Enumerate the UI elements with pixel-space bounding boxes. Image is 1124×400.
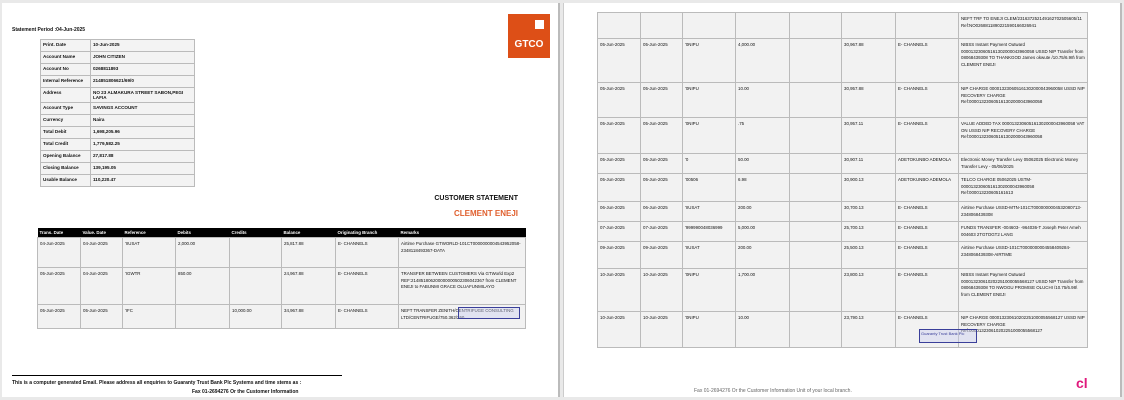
info-label: Internal Reference [41, 76, 91, 88]
cell [790, 222, 842, 242]
table-row [598, 202, 1088, 222]
cell: 30,900.13 [842, 174, 896, 202]
cell: NIBSS Instant Payment Outward 000013230610202251000055568127 USSD NIP Transfer from 08068439308 TO NWOGU PROMISE OLUCHI /10.75/6.98\ from CLEMENT ENEJI [959, 269, 1088, 312]
cell: E- CHANNELS [896, 39, 959, 83]
cell: NIP CHARGE 000013230605161302000043960058 USSD NIP RECOVERY CHARGE Ref:000013230605161302000043960058 [959, 83, 1088, 118]
cell: E- CHANNELS [896, 222, 959, 242]
cell: 04-Jun-2025 [38, 238, 81, 268]
transactions-table [37, 228, 526, 329]
watermark-mark: cl [1076, 375, 1088, 391]
cell: 2,000.00 [176, 238, 230, 268]
column-header: Balance [282, 228, 336, 238]
column-header: Remarks [399, 228, 526, 238]
cell: 10-Jun-2025 [641, 312, 683, 348]
cell: NEFT TRF TO ENEJI CLEM/231637252149162702505605/11 Ref:NO0268811890221590166026941 [959, 13, 1088, 39]
info-value: 139,195.05 [91, 163, 195, 175]
cell: E- CHANNELS [896, 118, 959, 154]
cell: .75 [736, 118, 790, 154]
info-row [41, 163, 195, 175]
cell: 850.00 [176, 268, 230, 305]
cell: ADETOKUNBO ADEMOLA [896, 154, 959, 174]
cell [230, 238, 282, 268]
cell: '0 [683, 154, 736, 174]
statement-page-2 [563, 3, 1122, 397]
info-value: 1,779,582.25 [91, 139, 195, 151]
cell: 05-Jun-2025 [641, 83, 683, 118]
cell [598, 13, 641, 39]
cell: 30,700.13 [842, 202, 896, 222]
cell: 05-Jun-2025 [38, 305, 81, 329]
info-label: Closing Balance [41, 163, 91, 175]
cell: 04-Jun-2025 [81, 238, 123, 268]
column-header: Debits [176, 228, 230, 238]
table-row [38, 268, 526, 305]
table-header [38, 228, 526, 238]
cell [790, 202, 842, 222]
info-row [41, 40, 195, 52]
cell: ADETOKUNBO ADEMOLA [896, 174, 959, 202]
info-label: Account Type [41, 103, 91, 115]
cell: 'IFC [123, 305, 176, 329]
cell [790, 13, 842, 39]
bank-stamp [458, 307, 520, 319]
cell: 25,700.13 [842, 222, 896, 242]
column-header: Reference [123, 228, 176, 238]
cell: 05-Jun-2025 [38, 268, 81, 305]
cell [230, 268, 282, 305]
cell: 05-Jun-2025 [598, 39, 641, 83]
info-row [41, 64, 195, 76]
info-value: 27,817.88 [91, 151, 195, 163]
info-label: Account Name [41, 52, 91, 64]
cell: Airtime Purchase USSD-MTN-101CT0000000004532080713-2348068439308 [959, 202, 1088, 222]
table-row [598, 242, 1088, 269]
table-row [598, 83, 1088, 118]
cell: 50.00 [736, 154, 790, 174]
column-header: Originating Branch [336, 228, 399, 238]
cell: 200.00 [736, 202, 790, 222]
cell: VALUE ADDED TAX 000013230605161302000043960058 VAT ON USSD NIP RECOVERY CHARGE Ref:000013230605161302000043960058 [959, 118, 1088, 154]
cell: '00506 [683, 174, 736, 202]
cell: 5,000.00 [736, 222, 790, 242]
info-value: Naira [91, 115, 195, 127]
cell: 'IIUSAT [683, 202, 736, 222]
cell: 05-Jun-2025 [598, 83, 641, 118]
footer-fax: Fax 01-2694276 Or the Customer Information [192, 389, 299, 395]
column-header: Trans. Date [38, 228, 81, 238]
cell: NIP CHARGE 000013230610202251000055568127 USSD NIP RECOVERY CHARGE Ref:000013230610202251000055568127 [959, 312, 1088, 348]
table-row [38, 305, 526, 329]
cell: '0NIPU [683, 39, 736, 83]
info-row [41, 88, 195, 103]
table-row [598, 174, 1088, 202]
cell: E- CHANNELS [896, 269, 959, 312]
cell: 05-Jun-2025 [598, 118, 641, 154]
info-value: 110,220.47 [91, 175, 195, 187]
cell: 10-Jun-2025 [641, 269, 683, 312]
statement-title: CUSTOMER STATEMENT [434, 195, 518, 202]
cell: 05-Jun-2025 [598, 154, 641, 174]
table-row [598, 312, 1088, 348]
cell: 23,800.13 [842, 269, 896, 312]
cell: 04-Jun-2025 [81, 268, 123, 305]
cell [641, 13, 683, 39]
cell: 'IIUSAT [683, 242, 736, 269]
statement-period: Statement Period :04-Jun-2025 [12, 27, 86, 33]
cell [176, 305, 230, 329]
info-label: Usable Balance [41, 175, 91, 187]
cell: E- CHANNELS [896, 312, 959, 348]
cell [790, 269, 842, 312]
table-row [598, 39, 1088, 83]
cell: 09-Jun-2025 [641, 242, 683, 269]
table-row [598, 13, 1088, 39]
table-row [38, 238, 526, 268]
cell: 05-Jun-2025 [641, 39, 683, 83]
info-row [41, 151, 195, 163]
cell [896, 13, 959, 39]
cell: 05-Jun-2025 [641, 118, 683, 154]
footer-divider [12, 375, 342, 376]
cell [683, 13, 736, 39]
cell: '0NIPU [683, 312, 736, 348]
info-value: 1,698,205.96 [91, 127, 195, 139]
cell: 30,907.11 [842, 154, 896, 174]
cell: E- CHANNELS [896, 202, 959, 222]
cell: 05-Jun-2025 [641, 174, 683, 202]
cell: 30,957.11 [842, 118, 896, 154]
cell [842, 13, 896, 39]
info-value: 10-Jun-2025 [91, 40, 195, 52]
cell: 23,790.13 [842, 312, 896, 348]
info-value: 214851806621/69/0 [91, 76, 195, 88]
cell: 4,000.00 [736, 39, 790, 83]
cell: '0NIPU [683, 269, 736, 312]
info-value: NO 23 ALMAKURA STREET SABON,PEGI LAFIA [91, 88, 195, 103]
cell [790, 174, 842, 202]
cell: TRANSFER BETWEEN CUSTOMERS Via GTWorld Exp2 REF:214851806200000000502306042367 from CLEMENT ENEJI to FABUNMI GRACE OLUAFUNMILAYO [399, 268, 526, 305]
info-row [41, 103, 195, 115]
cell: 10-Jun-2025 [598, 312, 641, 348]
info-row [41, 52, 195, 64]
cell: E- CHANNELS [336, 305, 399, 329]
cell: 'IIUSAT [123, 238, 176, 268]
cell: TELCO CHARGE 05062025 USTM-000013230605161302000043960058 Ref:000013230605161613 [959, 174, 1088, 202]
table-row [598, 222, 1088, 242]
cell: 6.98 [736, 174, 790, 202]
cell [790, 312, 842, 348]
cell: 05-Jun-2025 [81, 305, 123, 329]
cell: FUNDS TRANSFER -004603- -964036-T Joseph Peter Ameh 004603 2TGTDGT2 LANG [959, 222, 1088, 242]
cell: 09-Jun-2025 [598, 242, 641, 269]
cell [736, 13, 790, 39]
cell: 06-Jun-2025 [598, 202, 641, 222]
info-label: Account No [41, 64, 91, 76]
bank-stamp: Guaranty Trust Bank Plc [919, 329, 977, 343]
cell: 10.00 [736, 83, 790, 118]
footer-fax: Fax 01-2694276 Or the Customer Information Unit of your local branch. [694, 388, 852, 394]
cell [790, 118, 842, 154]
cell: 1,700.00 [736, 269, 790, 312]
cell: Airtime Purchase USSD-101CT0000000004558409284-2348068439308-AIRTIME [959, 242, 1088, 269]
gtco-logo: GTCO [508, 14, 550, 58]
cell: 05-Jun-2025 [641, 154, 683, 174]
info-label: Total Debit [41, 127, 91, 139]
cell: 10.00 [736, 312, 790, 348]
cell: 25,500.13 [842, 242, 896, 269]
info-row [41, 115, 195, 127]
column-header: Value. Date [81, 228, 123, 238]
cell: E- CHANNELS [336, 268, 399, 305]
table-row [598, 154, 1088, 174]
cell [790, 39, 842, 83]
statement-page-1 [2, 3, 560, 397]
cell: 10,000.00 [230, 305, 282, 329]
customer-name: CLEMENT ENEJI [453, 209, 518, 218]
cell [790, 154, 842, 174]
cell: 34,967.88 [282, 305, 336, 329]
cell: 06-Jun-2025 [641, 202, 683, 222]
cell: Airtime Purchase GTWORLD-101CT0000000004543952058-2348118493367-DATA [399, 238, 526, 268]
info-row [41, 127, 195, 139]
info-value: 0268811893 [91, 64, 195, 76]
cell [790, 83, 842, 118]
info-label: Currency [41, 115, 91, 127]
column-header: Credits [230, 228, 282, 238]
cell: 07-Jun-2025 [641, 222, 683, 242]
cell: 25,817.88 [282, 238, 336, 268]
cell: '0NIPU [683, 83, 736, 118]
info-label: Print. Date [41, 40, 91, 52]
cell: NEFT TRANSFER ZENITH/CENTRIFUGE CONSULTING LTD/CENTRIFUGE/750.362/260 [399, 305, 526, 329]
table-row [598, 269, 1088, 312]
cell: 24,967.88 [282, 268, 336, 305]
info-row [41, 175, 195, 187]
cell: '0NIPU [683, 118, 736, 154]
cell: 'IGWTR [123, 268, 176, 305]
cell: E- CHANNELS [896, 83, 959, 118]
cell: 30,957.88 [842, 83, 896, 118]
cell: 07-Jun-2025 [598, 222, 641, 242]
cell: 200.00 [736, 242, 790, 269]
info-label: Total Credit [41, 139, 91, 151]
transactions-table-continued [597, 12, 1088, 348]
cell: 10-Jun-2025 [598, 269, 641, 312]
info-value: SAVINGS ACCOUNT [91, 103, 195, 115]
footer-disclaimer: This is a computer generated Email. Please address all enquiries to Guaranty Trust Bank Plc Systems and time stems as : [12, 380, 302, 386]
info-value: JOHN CITIZEN [91, 52, 195, 64]
cell [790, 242, 842, 269]
cell: 05-Jun-2025 [598, 174, 641, 202]
info-label: Address [41, 88, 91, 103]
cell: 30,967.88 [842, 39, 896, 83]
cell: Electronic Money Transfer Levy 05062025 Electronic Money Transfer Levy - 05/06/2025 [959, 154, 1088, 174]
account-info-table [40, 39, 195, 187]
cell: E- CHANNELS [336, 238, 399, 268]
table-row [598, 118, 1088, 154]
cell: NIBSS Instant Payment Outward 000013230605161302000043960058 USSD NIP Transfer from 08068439308 TO THANKGOD James okwute /10.75/6.98\ from CLEMENT ENEJI [959, 39, 1088, 83]
cell: E- CHANNELS [896, 242, 959, 269]
info-label: Opening Balance [41, 151, 91, 163]
info-row [41, 76, 195, 88]
info-row [41, 139, 195, 151]
cell: '999990048036999 [683, 222, 736, 242]
